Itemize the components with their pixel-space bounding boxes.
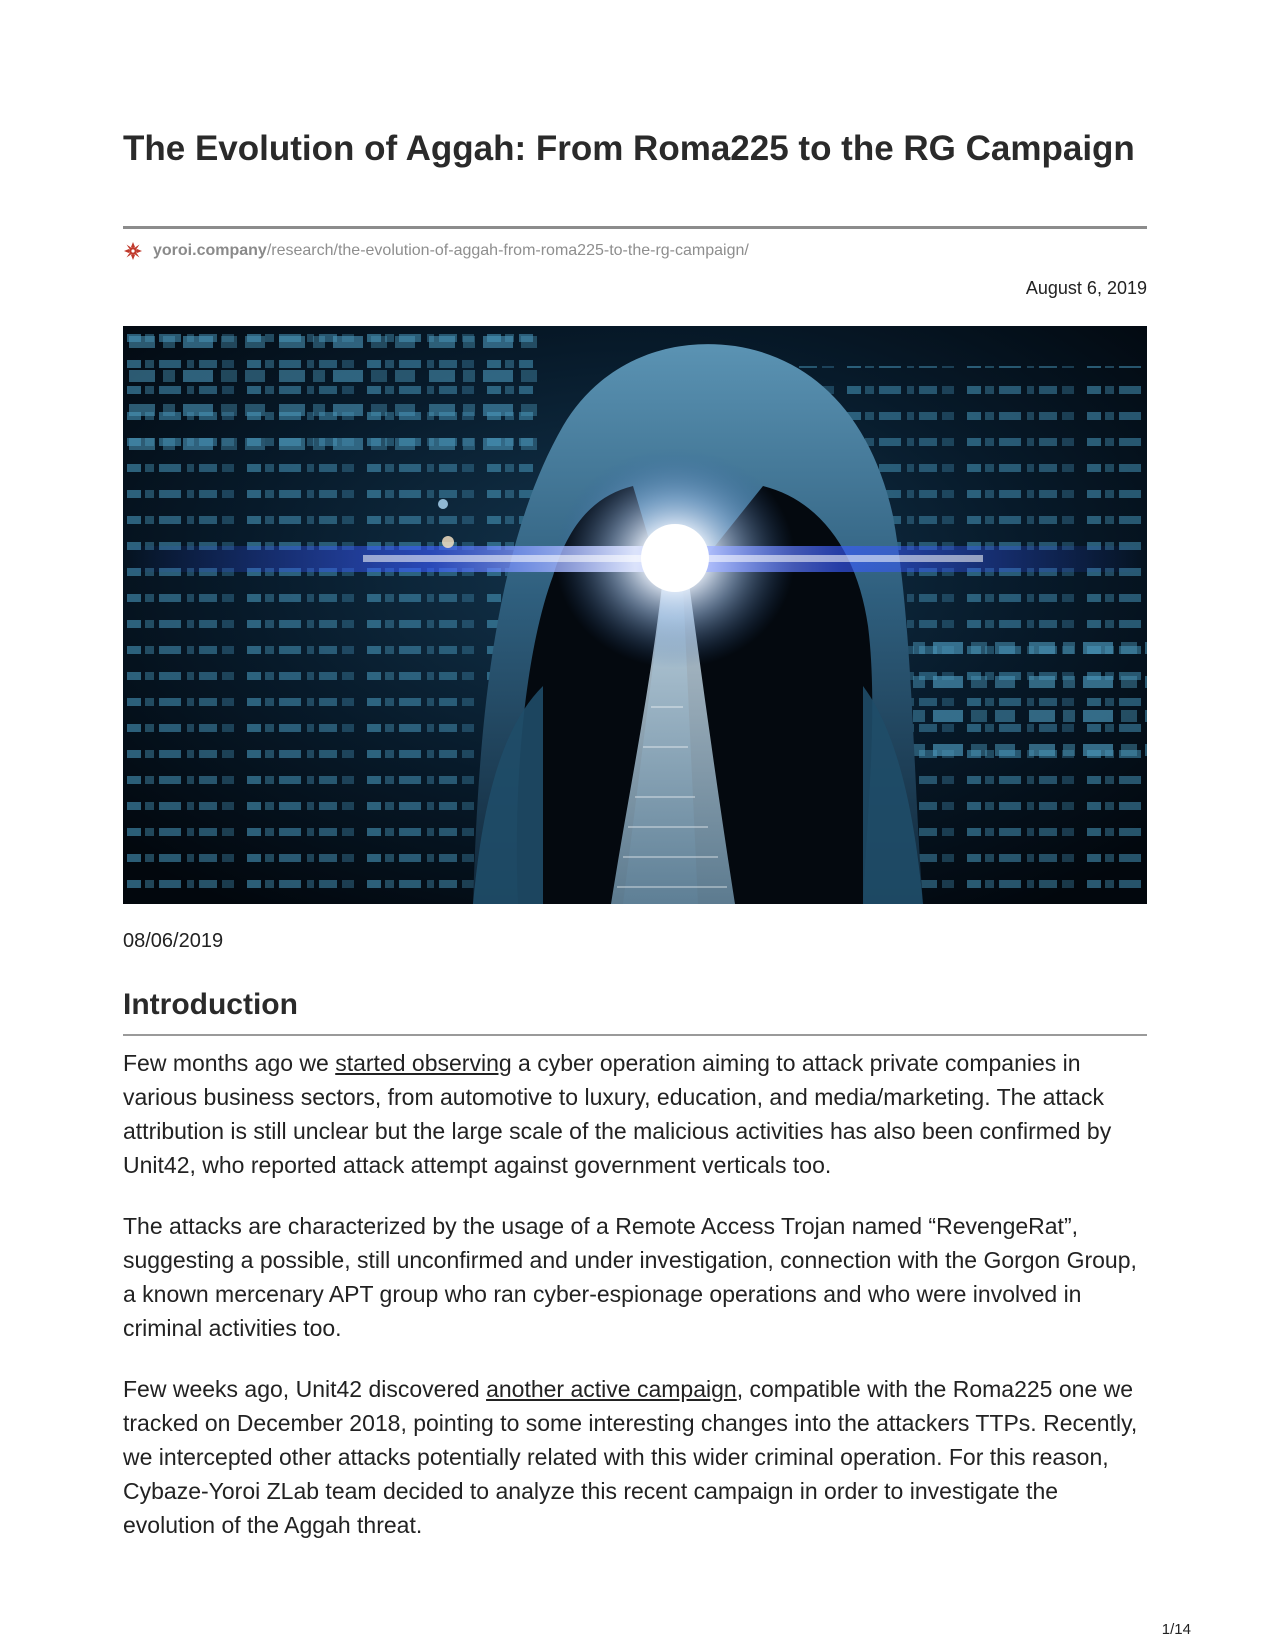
publish-date: August 6, 2019 [1025,278,1147,298]
source-url[interactable] [123,240,749,262]
yoroi-favicon-icon [123,241,143,261]
intro-paragraph-1 [123,1046,1153,1182]
paragraph-text: Few months ago we [123,1050,336,1076]
hooded-hacker-image [123,326,1147,904]
paragraph-text: Few weeks ago, Unit42 discovered [123,1376,487,1402]
section-heading-introduction: Introduction [123,988,298,1021]
paragraph-text: , compatible with the Roma225 one we tracked on December 2018, pointing to some interesting changes into the attackers TTPs. Recently, we intercepted other attacks potentially related with this wider criminal operation. For this reason, Cybaze-Yoroi ZLab team decided to analyze this recent campaign in order to investigate the evolution of the Aggah threat. [123,1376,1138,1538]
source-domain: yoroi.company [153,242,267,259]
another-active-campaign-link[interactable]: another active campaign [486,1376,737,1402]
paragraph-text: a cyber operation aiming to attack private companies in various business sectors, from automotive to luxury, education, and media/marketing. The attack attribution is still unclear but the large scale of the malicious activities has also been confirmed by Unit42, who reported attack attempt against government verticals too. [123,1050,1112,1178]
title-divider [123,226,1147,229]
page-number: 1/14 [1161,1621,1191,1638]
source-path: /research/the-evolution-of-aggah-from-roma225-to-the-rg-campaign/ [266,242,749,259]
article-title: The Evolution of Aggah: From Roma225 to the RG Campaign [123,129,1135,168]
inline-date: 08/06/2019 [123,930,224,952]
intro-paragraph-3 [123,1372,1153,1542]
hero-image [123,326,1147,904]
started-observing-link[interactable]: started observing [335,1050,512,1076]
section-divider [123,1034,1147,1036]
intro-paragraph-2: The attacks are characterized by the usage of a Remote Access Trojan named “RevengeRat”, suggesting a possible, still unconfirmed and under investigation, connection with the Gorgon Group, a known mercenary APT group who ran cyber-espionage operations and who were involved in criminal activities too. [123,1213,1137,1341]
